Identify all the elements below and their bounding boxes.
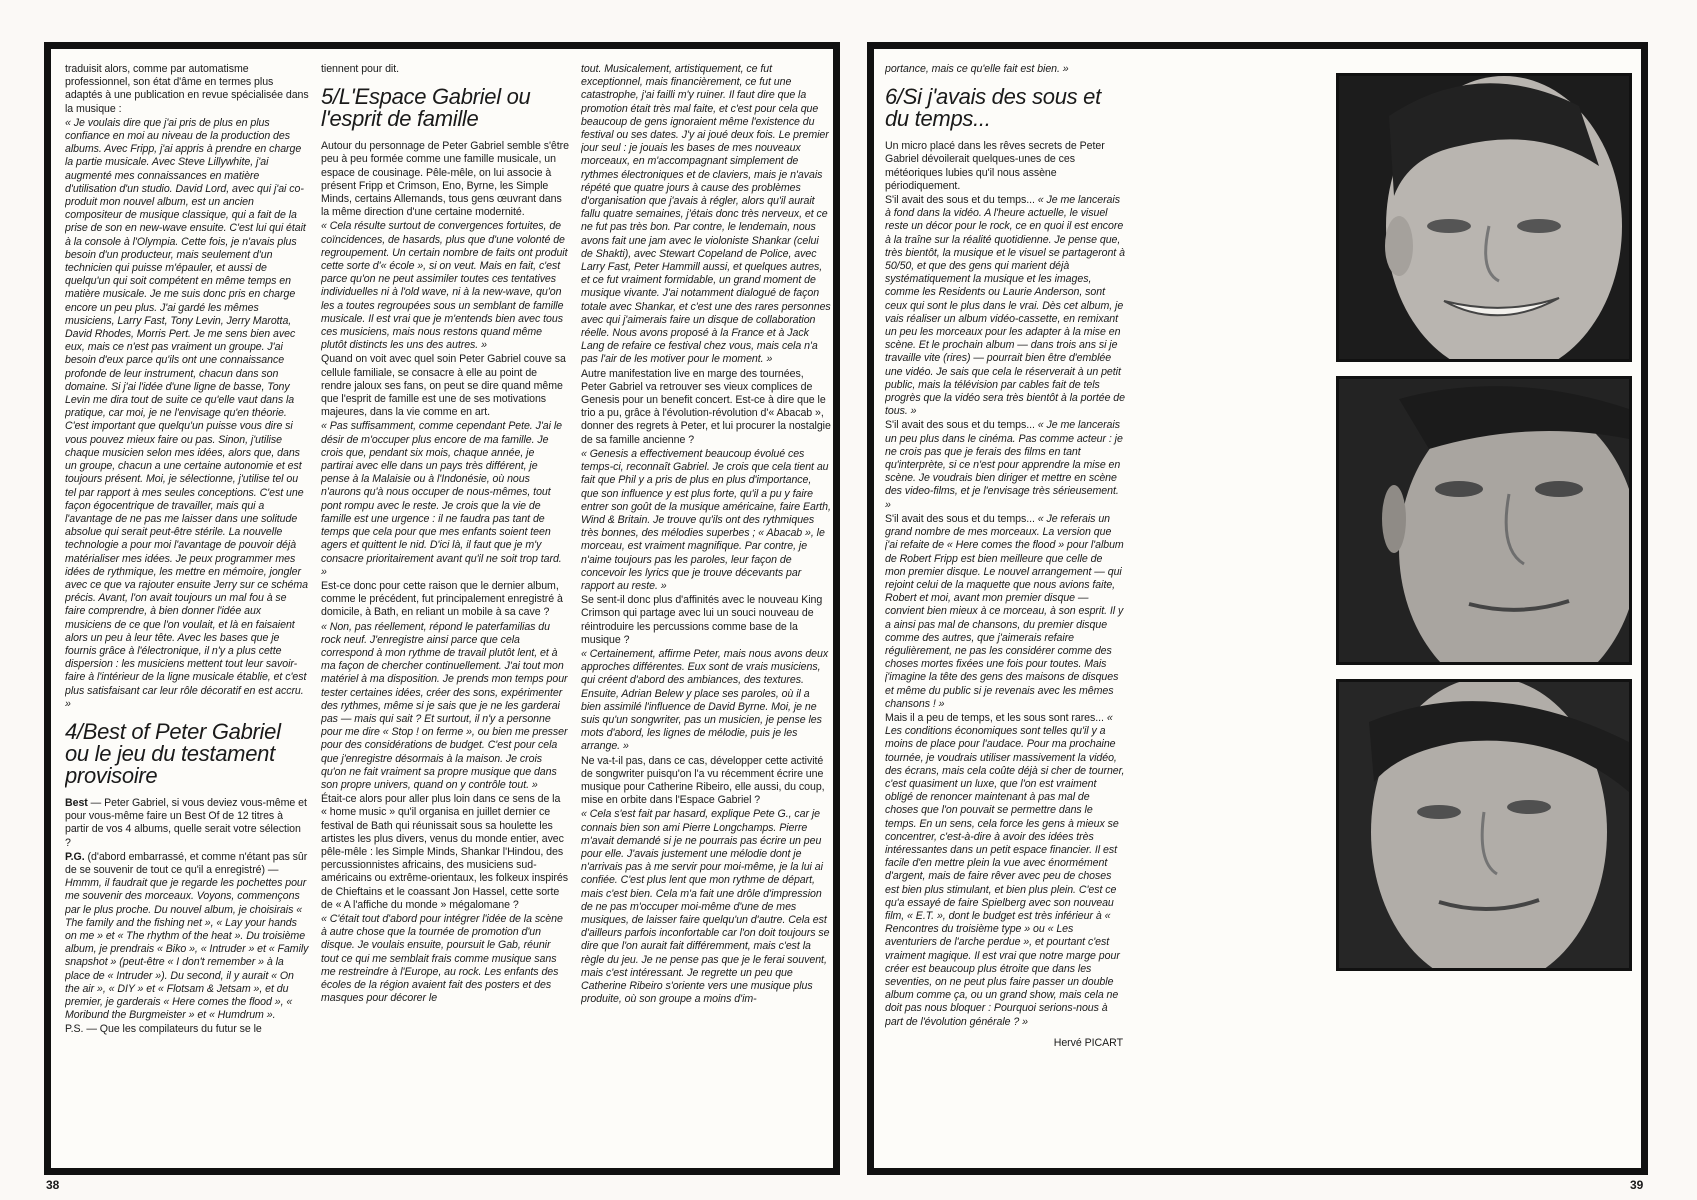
quote-paragraph: « Je voulais dire que j'ai pris de plus en plus confiance en moi au niveau de la production des albums. Avec Fripp, j'ai appris à prendre en charge la partie musicale. Avec Steve Lillywhite, j'ai augmenté mes connaissances en matière d'utilisation d'un studio. David Lord, avec qui j'ai co-produit mon nouvel album, est un ancien compositeur de musique classique, qui a fait de la prise de son en new-wave ensuite. C'est lui qui était à la console à l'Olympia. Cette fois, je n'avais plus besoin d'un producteur, mais seulement d'un technicien qui puisse m'épauler, et aussi de quelqu'un qui soit compétent en même temps en matière musicale. Je me suis donc pris en charge encore un peu plus. J'ai gardé les mêmes musiciens, Larry Fast, Tony Levin, Jerry Marotta, David Rhodes, Morris Pert. Je me sens bien avec eux, mais ce n'est pas vraiment un groupe. J'ai besoin d'eux parce qu'ils ont une connaissance profonde de leur instrument, chacun dans son domaine. Si j'ai l'idée d'une ligne de basse, Tony Levin me dira tout de suite ce qu'elle vaut dans la pratique, car moi, je ne l'envisage qu'en théorie. C'est important que quelqu'un puisse vous dire si vous pouvez mieux faire ou pas. Sinon, j'utilise chaque musicien selon mes idées, alors que, dans un groupe, chacun a une certaine autonomie et est toujours présent. Moi, je sélectionne, j'utilise tel ou tel par rapport à mes seules conceptions. C'est une façon égocentrique de travailler, mais qui a l'avantage de ne pas me laisser dans une solitude absolue qui serait peut-être stérile. La nouvelle technologie a pour moi l'avantage de pouvoir déjà matérialiser mes idées. Je peux programmer mes idées de rythmique, les mettre en mémoire, jongler avec ce que va rajouter ensuite Jerry sur ce schéma précis. Avant, l'on avait toujours un mal fou à se faire comprendre, à bien donner l'idée aux musiciens de ce que l'on voulait, et là en faisaient alors un peu à leur tête. Avec les bases que je fournis grâce à l'électronique, il n'y a plus cette dispersion : les musiciens mettent tout leur savoir-faire à l'intérieur de la ligne musicale établie, et c'est plus satisfaisant car leur rôle décoratif en est accru. » (65, 116, 308, 710)
paragraph: Un micro placé dans les rêves secrets de Peter Gabriel dévoilerait quelques-unes de ces météoriques lubies qu'il nous assène périodiquement. (885, 140, 1105, 192)
best-question-text: — Peter Gabriel, si vous deviez vous-même et pour vous-même faire un Best Of de 12 titres à partir de vos 4 albums, quelle serait votre sélection ? (65, 796, 307, 849)
portrait-photo-1 (1336, 73, 1632, 362)
quote-paragraph: « Genesis a effectivement beaucoup évolué ces temps-ci, reconnaît Gabriel. Je crois que cela tient au fait que Phil y a pris de plus en plus d'importance, que son influence y est plus forte, qu'il a pu y faire entrer son goût de la musique américaine, faire Earth, Wind & Britain. Je trouve qu'ils ont des rythmiques très bonnes, des mélodies superbes ; « Abacab », le morceau, est vraiment magnifique. Par contre, je n'aime toujours pas les paroles, leur façon de concevoir les lyrics que je trouve décevants par rapport au reste. » (581, 447, 831, 592)
right-page (867, 42, 1648, 1175)
paragraph: traduisit alors, comme par automatisme professionnel, son état d'âme en termes plus adaptés à une publication en revue spécialisée dans la musique : (65, 63, 309, 115)
paragraph: Quand on voit avec quel soin Peter Gabriel couve sa cellule familiale, se consacre à elle au point de rendre jaloux ses fans, on peut se dire quand même que l'esprit de famille est une de ses motivations majeures, dans la vie comme en art. (321, 353, 566, 419)
best-label: Best (65, 796, 88, 809)
portrait-photo-3 (1336, 679, 1632, 971)
paragraph: portance, mais ce qu'elle fait est bien. » (885, 63, 1069, 75)
paragraph: Est-ce donc pour cette raison que le dernier album, comme le précédent, fut principalement enregistré à domicile, à Bath, en reliant un mobile à sa cave ? (321, 579, 563, 619)
paragraph: Autre manifestation live en marge des tournées, Peter Gabriel va retrouver ses vieux complices de Genesis pour un benefit concert. Est-ce à dire que le trio a pu, grâce à l'évolution-révolution d'« Abacab », donner des regrets à Peter, et lui procurer la nostalgie de sa famille ancienne ? (581, 367, 831, 446)
paragraph: Était-ce alors pour aller plus loin dans ce sens de la « home music » qu'il organisa en juillet dernier ce festival de Bath qui réunissait sous sa houlette les artistes les plus divers, venus du monde entier, avec pêle-mêle : les Simple Minds, Shankar l'Hindou, des percussionnistes africains, des musiciens sud-américains ou extrême-orientaux, les folkeux inspirés de Chieftains et le coassant Jon Hassel, cette sorte de « A l'affiche du monde » mégalomane ? (321, 793, 569, 911)
section-4-title: 4/Best of Peter Gabriel ou le jeu du testament provisoire (65, 718, 281, 788)
quote-text: « Les conditions économiques sont telles qu'il y a moins de place pour l'audace. Pour ma prochaine tournée, je voudrais utiliser massivement la vidéo, des écrans, mais cela coûte déjà si cher de tourner, c'est quasiment un luxe, que l'on est vraiment obligé de renoncer maintenant à pas mal de choses que l'on pouvait se permettre dans le temps. En un sens, cela force les gens à mieux se concentrer, c'est-à-dire à avoir des idées très intéressantes dans un petit espace financier. Il est facile d'en mettre plein la vue avec énormément d'argent, mais de faire rêver avec peu de choses est bien plus stimulant, et bien plus plein. C'est ce qu'a essayé de faire Spielberg avec son nouveau film, « E.T. », dont le budget est très inférieur à « Rencontres du troisième type » ou « Les aventuriers de l'arche perdue », et pourtant c'est vraiment magique. Il est vrai que notre marge pour créer est beaucoup plus étroite que dans les seventies, on ne peut plus faire passer un double album comme ça, ou un grand show, mais cela ne doit pas nous bloquer : Pourquoi serions-nous à part de l'évolution générale ? » (885, 711, 1125, 1028)
paragraph (885, 712, 1125, 1029)
portrait-image (1339, 379, 1629, 662)
left-column-3 (581, 63, 831, 1160)
page-number-left: 38 (46, 1178, 60, 1192)
author-signature: Hervé PICART (1053, 1036, 1123, 1049)
quote-paragraph: tout. Musicalement, artistiquement, ce fut exceptionnel, mais financièrement, ce fut une catastrophe, j'ai failli m'y ruiner. Il faut dire que la promotion était très mal faite, et c'est pour cela que beaucoup de gens ignoraient même l'existence du festival ou ses dates. J'y ai joué deux fois. Le premier jour seul : je jouais les bases de mes nouveaux morceaux, en m'accompagnant simplement de rythmes électroniques et de claviers, mais je n'avais répété que quatre jours à cause des problèmes d'organisation que j'avais à régler, alors qu'il aurait fallu quatre semaines, j'étais donc très nerveux, et ce ne fut pas très bon. Par contre, le lendemain, nous avons fait une jam avec le violoniste Shankar (celui de Shakti), avec Stewart Copeland de Police, avec Larry Fast, Peter Hammill aussi, et quelques autres, et ce fut vraiment formidable, un grand moment de musique vivante. J'ai notamment dialogué de façon totale avec Shankar, et c'est une des rares personnes avec qui j'aimerais faire un disque de collaboration réelle. Nous avons proposé à la France et à Jack Lang de refaire ce festival chez vous, mais cela n'a pas l'air de les motiver pour le moment. » (581, 63, 831, 366)
best-question (65, 797, 309, 850)
quote-text: « Je referais un grand nombre de mes morceaux. La version que j'ai refaite de « Here comes the flood » pour l'album de Robert Fripp est bien meilleure que celle de mon premier disque. Le nouvel arrangement — qui rejoint celui de la maquette que nous avions faite, Robert et moi, avant mon premier disque — convient bien mieux à ce morceau, à son esprit. Il y a ainsi pas mal de chansons, du premier disque comme des autres, que j'aimerais refaire régulièrement, ne pas les considérer comme des choses mortes fixées une fois pour toutes. Mais j'imagine la tête des gens des maisons de disques et même du public si je revenais avec les mêmes chansons ! » (885, 512, 1124, 710)
section-6-title: 6/Si j'avais des sous et du temps... (885, 84, 1101, 132)
ps-paragraph: P.S. — Que les compilateurs du futur se le (65, 1023, 262, 1036)
quote-paragraph: « Cela s'est fait par hasard, explique Pete G., car je connais bien son ami Pierre Longchamps. Pierre m'avait demandé si je ne pourrais pas écrire un peu pour elle. J'avais justement une mélodie dont je n'arrivais pas à me servir pour moi-même, je la lui ai confiée. C'est plus lent que mon rythme de départ, mais c'est bien. Cela m'a fait une drôle d'impression de ne pas m'occuper moi-même d'une de mes musiques, de laisser faire quelqu'un d'autre. Cela est d'ailleurs parfois inconfortable car l'on doit toujours se dire que l'on aurait fait différemment, mais c'est la règle du jeu. Je ne pense pas que je le ferai souvent, mais c'est intéressant. Je regrette un peu que Catherine Ribeiro s'oriente vers une musique plus produite, où son groupe a moins d'im- (581, 808, 830, 1006)
pg-answer-text: Hmmm, il faudrait que je regarde les pochettes pour me souvenir des morceaux. Voyons, commençons par le plus proche. Du nouvel album, je choisirais « The family and the fishing net », « Lay your hands on me » et « The rhythm of the heat ». Du troisième album, je prendrais « Biko », « Intruder » et « Family snapshot » (peut-être « I don't remember » à la place de « Intruder »). Du second, il y aurait « On the air », « DIY » et « Flotsam & Jetsam », et du premier, je garderais « Here comes the flood », « Moribund the Burgmeister » et « Humdrum ». (65, 877, 309, 1022)
pg-answer (65, 851, 309, 1023)
left-page (44, 42, 840, 1175)
lead-in: S'il avait des sous et du temps... (885, 194, 1038, 207)
portrait-image (1339, 682, 1629, 968)
quote-paragraph: « C'était tout d'abord pour intégrer l'idée de la scène à autre chose que la tournée de promotion d'un disque. Je voulais ensuite, poursuit le Gab, réunir tout ce qui me semblait frais comme musique sans me restreindre à l'Europe, au rock. Les enfants des écoles de la région avaient fait des posters et des masques pour décorer le (321, 912, 563, 1005)
pg-context: (d'abord embarrassé, et comme n'étant pas sûr de se souvenir de tout ce qu'il a enregistré) — (65, 850, 308, 876)
pg-label: P.G. (65, 850, 85, 863)
lead-in: Mais il a peu de temps, et les sous sont rares... (885, 711, 1107, 724)
right-column-1 (885, 63, 1125, 1160)
paragraph: Ne va-t-il pas, dans ce cas, développer cette activité de songwriter puisqu'on l'a vu récemment écrire une musique pour Catherine Ribeiro, elle aussi, du coup, mise en orbite dans l'Espace Gabriel ? (581, 754, 825, 807)
quote-paragraph: « Cela résulte surtout de convergences fortuites, de coïncidences, de hasards, plus que d'une volonté de regroupement. Un certain nombre de faits ont produit cette sorte d'« école », si on veut. Mais en fait, c'est parce qu'on ne peut assimiler toutes ces tentatives individuelles ni à l'old wave, ni à la new-wave, qu'on les a toutes regroupées sous un semblant de famille musicale. Il est vrai que je m'entends bien avec tous ces musiciens, mais nous restons quand même plutôt distincts les uns des autres. » (321, 220, 568, 352)
paragraph (885, 194, 1125, 418)
left-column-2 (321, 63, 569, 1160)
section-5-title: 5/L'Espace Gabriel ou l'esprit de famille (321, 84, 531, 132)
paragraph (885, 419, 1125, 511)
page-number-right: 39 (1630, 1178, 1644, 1192)
portrait-photo-2 (1336, 376, 1632, 665)
paragraph: tiennent pour dit. (321, 63, 400, 75)
paragraph: Se sent-il donc plus d'affinités avec le nouveau King Crimson qui partage avec lui un souci nouveau de réintroduire les percussions comme base de la musique ? (581, 594, 823, 646)
left-column-1 (65, 63, 309, 1160)
quote-text: « Je me lancerais un peu plus dans le cinéma. Pas comme acteur : je ne crois pas que je ferais des films en tant qu'interprète, si ce n'est pour apprendre la mise en scène. Je voudrais bien diriger et mettre en scène des video-films, et je l'envisage très sérieusement. » (885, 419, 1123, 511)
paragraph: Autour du personnage de Peter Gabriel semble s'être peu à peu formée comme une famille musicale, un espace de cousinage. Pêle-mêle, on lui associe à présent Fripp et Crimson, Eno, Byrne, les Simple Minds, certains Allemands, tous gens œuvrant dans la même direction d'une certaine modernité. (321, 140, 569, 219)
lead-in: S'il avait des sous et du temps... (885, 512, 1038, 525)
paragraph (885, 513, 1125, 711)
quote-paragraph: « Non, pas réellement, répond le paterfamilias du rock neuf. J'enregistre ainsi parce que cela correspond à mon rythme de travail plutôt lent, et à ma façon de chercher continuellement. J'ai tout mon matériel à ma disposition. Je prends mon temps pour tester certaines idées, créer des sons, expérimenter des rythmes, même si je sais que je ne les garderai pas — mais qui sait ? Et surtout, il n'y a personne pour me dire « Stop ! on ferme », ou bien me presser pour des considérations de budget. C'est pour cela que j'enregistre désormais à la maison. Je crois qu'on ne fait vraiment sa propre musique que dans son propre univers, quand on y contrôle tout. » (321, 620, 568, 791)
portrait-image (1339, 76, 1629, 359)
lead-in: S'il avait des sous et du temps... (885, 419, 1038, 432)
quote-text: « Je me lancerais à fond dans la vidéo. A l'heure actuelle, le visuel reste un décor pour le rock, ce en quoi il est encore à la traîne sur la réalité quotidienne. Je pense que, très bientôt, la musique et le visuel se partageront à 50/50, et que des gens qui marient déjà systématiquement la musique et les images, comme les Residents ou Laurie Anderson, sont ceux qui sont le plus dans le vrai. Dès cet album, je vais réaliser un album vidéo-cassette, en remixant un peu les morceaux pour les adapter à la mise en scène. Et le prochain album — dans trois ans si je travaille vite (rires) — pourrait bien être d'emblée une vidéo. Je sais que cela le réserverait à un petit public, mais la télévision par cables fait de tels progrès que la vidéo sera très bientôt à la portée de tous. » (885, 194, 1125, 418)
quote-paragraph: « Certainement, affirme Peter, mais nous avons deux approches différentes. Eux sont de vrais musiciens, qui créent d'abord des ambiances, des textures. Ensuite, Adrian Belew y place ses paroles, où il a bien assimilé l'influence de David Byrne. Moi, je ne suis qu'un songwriter, pas un musicien, je pense les mots d'abord, les lignes de mélodie, puis je les arrange. » (581, 647, 829, 753)
quote-paragraph: « Pas suffisamment, comme cependant Pete. J'ai le désir de m'occuper plus encore de ma famille. Je crois que, pendant six mois, chaque année, je partirai avec elle dans un pays très différent, je pense à la Malaisie ou à l'Indonésie, où nous n'aurons qu'à nous occuper de nous-mêmes, tout pont rompu avec le reste. Je crois que la vie de famille est une urgence : il ne faudra pas tant de temps que cela pour que mes enfants soient teen agers et quittent le nid. D'ici là, il faut que je m'y consacre prioritairement avant qu'il ne soit trop tard. » (321, 420, 562, 578)
